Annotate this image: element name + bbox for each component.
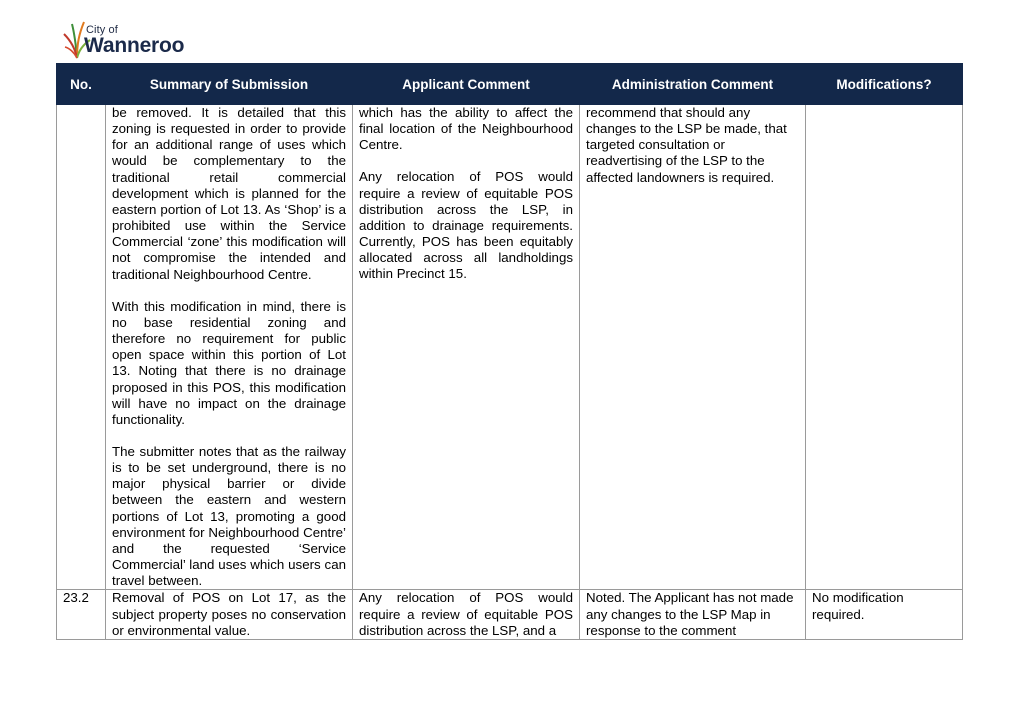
- cell-applicant-comment: [353, 590, 580, 639]
- table-header-row: [57, 64, 963, 105]
- cell-summary: [106, 105, 353, 590]
- table-row: [57, 105, 963, 590]
- header-administration-comment: Administration Comment: [580, 64, 806, 105]
- summary-paragraph: Removal of POS on Lot 17, as the subject property poses no conservation or environmental value.: [112, 590, 346, 638]
- cell-modifications: No modification required.: [806, 590, 963, 639]
- administration-paragraph: Noted. The Applicant has not made any changes to the LSP Map in response to the comment: [586, 590, 794, 638]
- logo-name-text: Wanneroo: [84, 34, 185, 57]
- logo-city-text: City of: [86, 24, 118, 36]
- cell-administration-comment: [580, 590, 806, 639]
- cell-no: [57, 105, 106, 590]
- cell-summary: [106, 590, 353, 639]
- header-summary: Summary of Submission: [106, 64, 353, 105]
- applicant-paragraph: Any relocation of POS would require a review of equitable POS distribution across the LSP, and a: [359, 590, 573, 638]
- applicant-paragraph: which has the ability to affect the final location of the Neighbourhood Centre.: [359, 105, 573, 153]
- header-applicant-comment: Applicant Comment: [353, 64, 580, 105]
- submissions-table: [56, 63, 963, 640]
- cell-applicant-comment: [353, 105, 580, 590]
- header-modifications: Modifications?: [806, 64, 963, 105]
- administration-paragraph: recommend that should any changes to the LSP be made, that targeted consultation or readvertising of the LSP to the affected landowners is required.: [586, 105, 787, 185]
- header-no: No.: [57, 64, 106, 105]
- table-row: [57, 590, 963, 639]
- cell-no: 23.2: [57, 590, 106, 639]
- summary-paragraph: The submitter notes that as the railway is to be set underground, there is no major physical barrier or divide between the eastern and western portions of Lot 13, promoting a good environment for Neighbourhood Centre’ and the requested ‘Service Commercial’ land uses which users can travel between.: [112, 443, 346, 589]
- summary-paragraph: With this modification in mind, there is no base residential zoning and therefore no requirement for public open space within this portion of Lot 13. Noting that there is no drainage proposed in this POS, this modification will have no impact on the drainage functionality.: [112, 298, 346, 427]
- applicant-paragraph: Any relocation of POS would require a review of equitable POS distribution across the LSP, in addition to drainage requirements. Currently, POS has been equitably allocated across all landholdings within Precinct 15.: [359, 169, 573, 282]
- city-logo: [62, 14, 192, 60]
- cell-administration-comment: [580, 105, 806, 590]
- summary-paragraph: be removed. It is detailed that this zoning is requested in order to provide for an additional range of uses which would be complementary to the traditional retail commercial development which is planned for the eastern portion of Lot 13. As ‘Shop’ is a prohibited use within the Service Commercial ‘zone’ this modification will not compromise the intended and traditional Neighbourhood Centre.: [112, 105, 346, 282]
- cell-modifications: [806, 105, 963, 590]
